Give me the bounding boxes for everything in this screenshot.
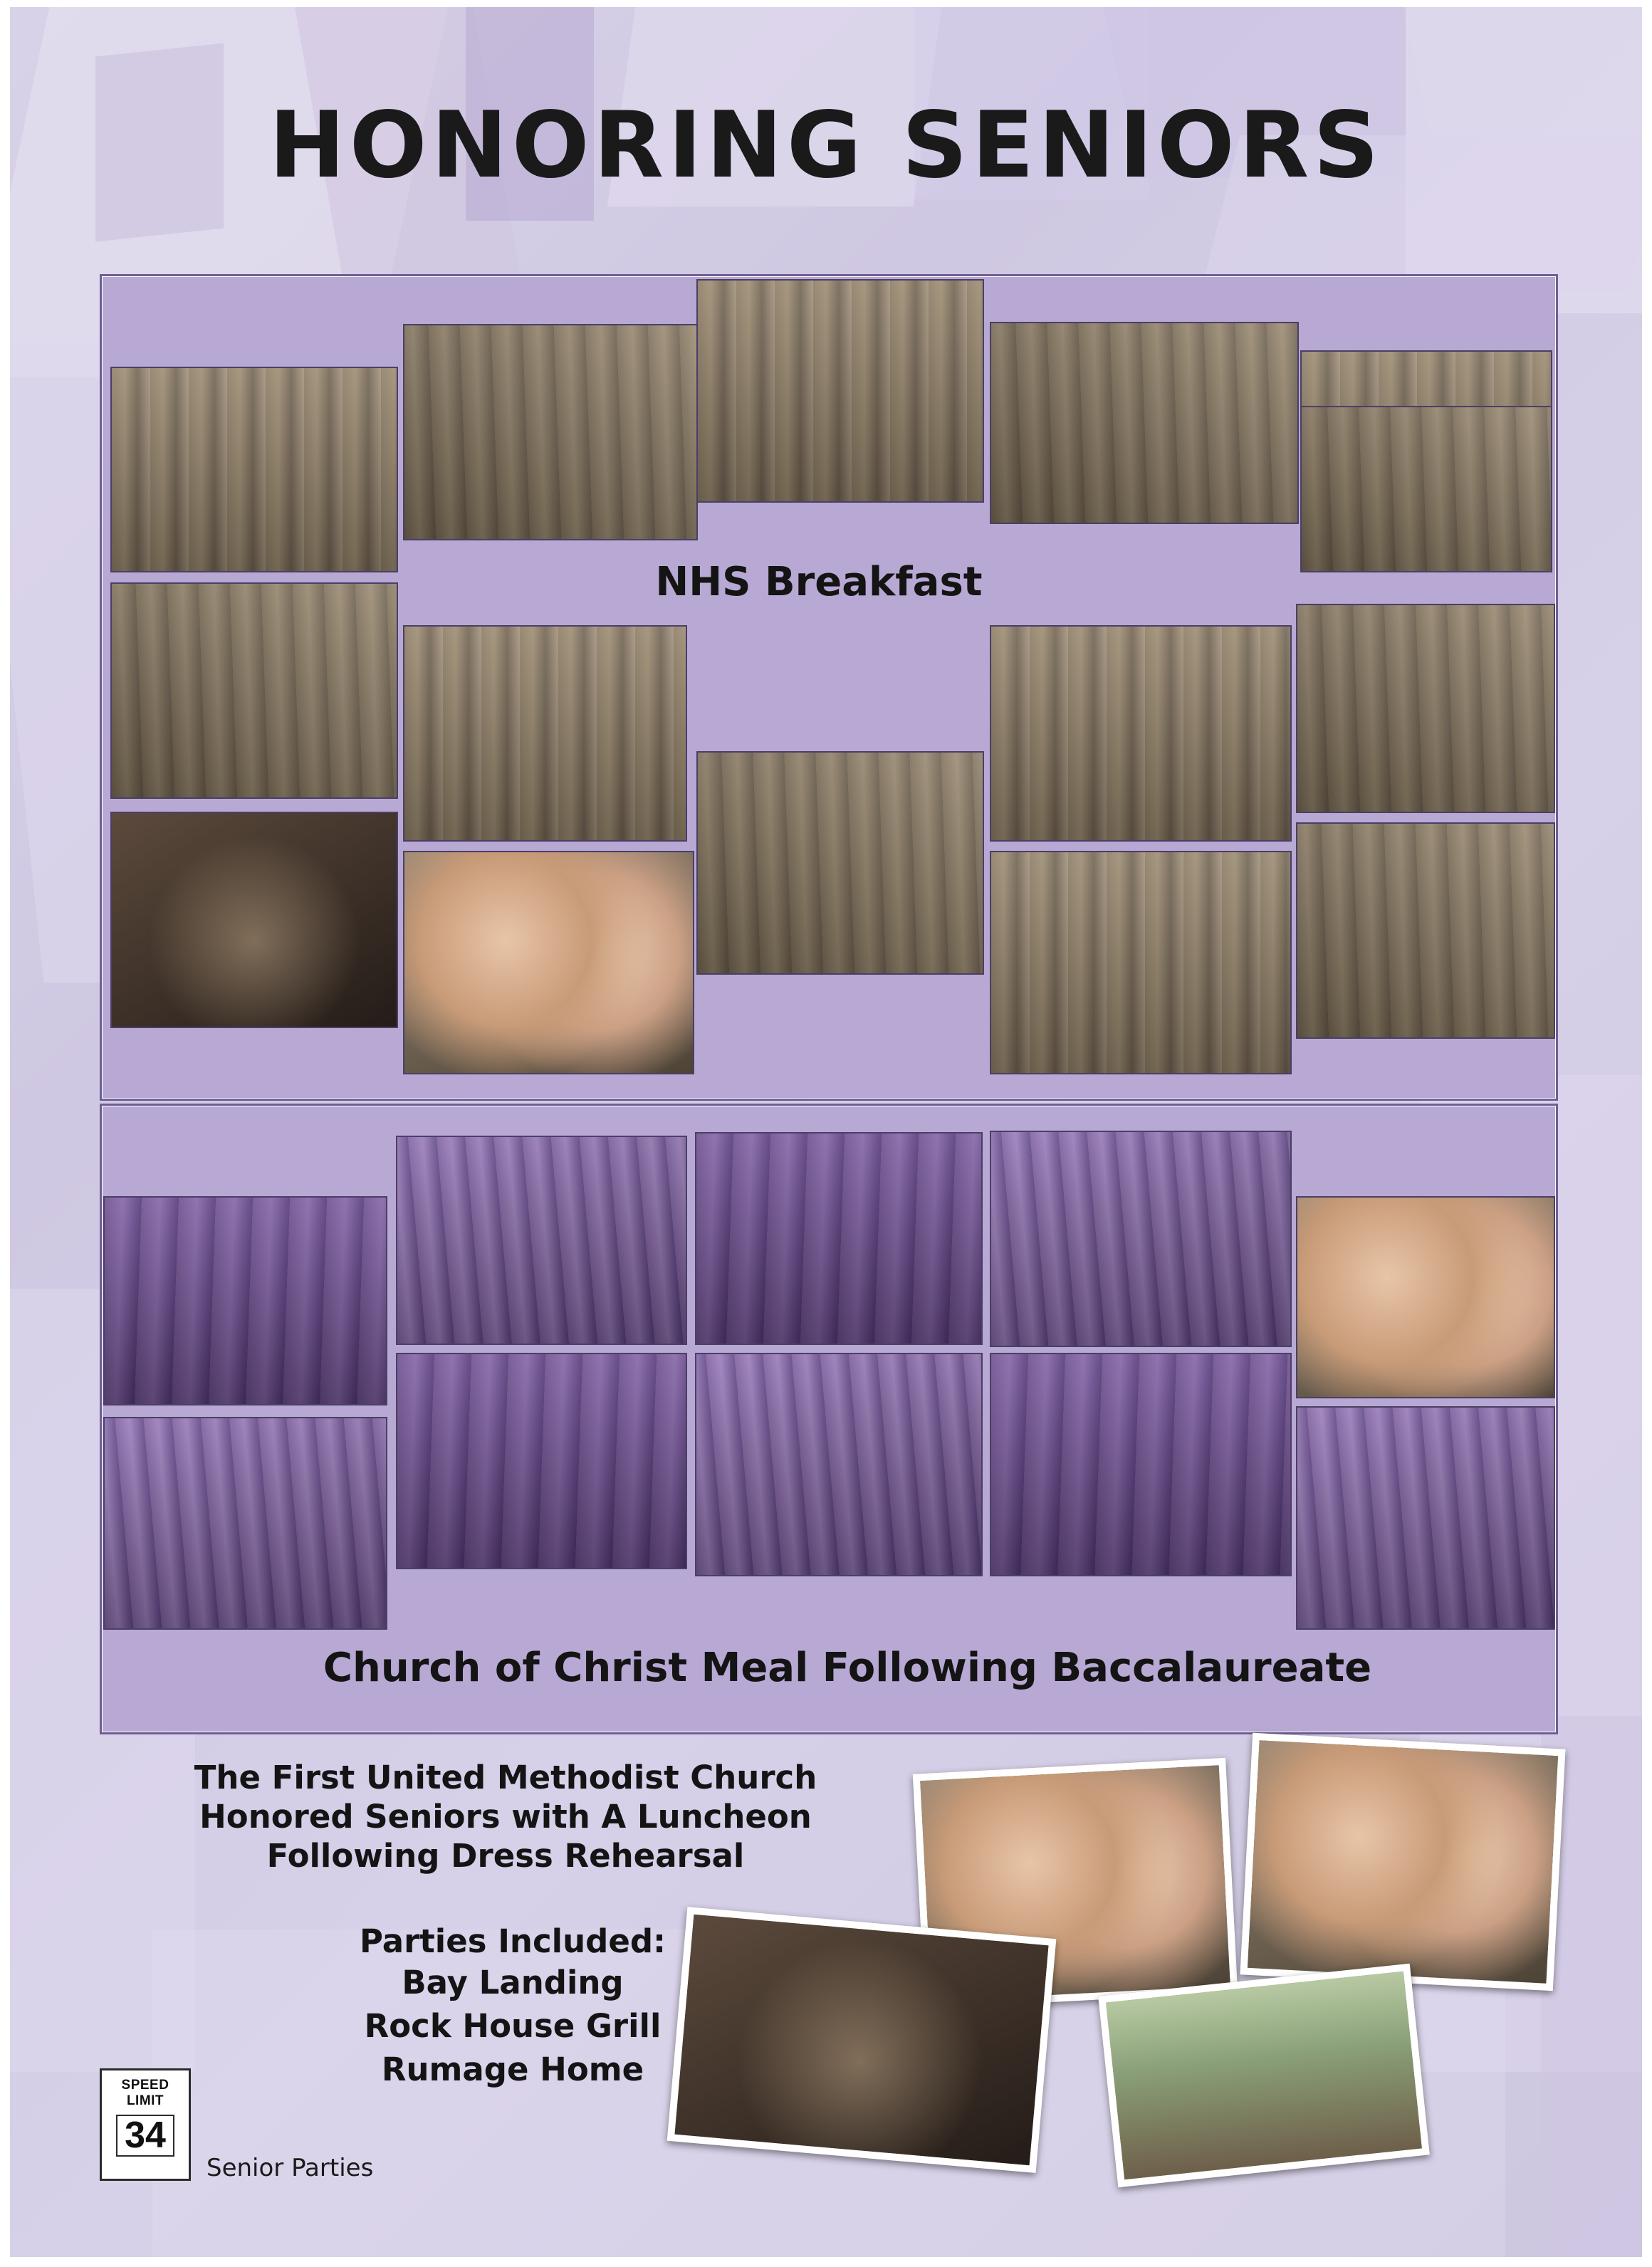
parties-heading: Parties Included: — [359, 1922, 666, 1960]
methodist-luncheon-text: The First United Methodist Church Honored Seniors with A Luncheon Following Dress Rehearsal — [194, 1759, 817, 1875]
photo-nhs-13 — [403, 851, 694, 1074]
photo-nhs-4 — [990, 322, 1299, 524]
photo-coc-8 — [695, 1353, 983, 1576]
photo-bottom-party — [667, 1907, 1057, 2173]
limit-label: LIMIT — [126, 2093, 164, 2108]
photo-coc-4 — [990, 1131, 1292, 1347]
photo-coc-6 — [103, 1417, 387, 1630]
photo-coc-5 — [1296, 1196, 1555, 1398]
photo-bottom-outdoor — [1098, 1964, 1430, 2188]
photo-coc-7 — [396, 1353, 687, 1569]
speed-limit-page-sign — [100, 2068, 191, 2181]
photo-coc-9 — [990, 1353, 1292, 1576]
nhs-breakfast-caption: NHS Breakfast — [655, 559, 983, 605]
photo-nhs-15 — [1296, 822, 1555, 1039]
photo-nhs-12 — [110, 812, 398, 1028]
photo-coc-10 — [1296, 1406, 1555, 1630]
page-title: HONORING SENIORS — [268, 93, 1384, 199]
party-item: Rumage Home — [381, 2050, 644, 2088]
party-item: Rock House Grill — [364, 2006, 662, 2045]
photo-bottom-friends — [1240, 1733, 1565, 1991]
photo-coc-2 — [396, 1136, 687, 1345]
photo-nhs-1 — [110, 367, 398, 572]
church-of-christ-caption: Church of Christ Meal Following Baccalaureate — [323, 1645, 1372, 1691]
photo-coc-1 — [103, 1196, 387, 1405]
photo-nhs-9 — [696, 751, 984, 975]
photo-nhs-8 — [403, 625, 687, 842]
party-item: Bay Landing — [402, 1964, 624, 2001]
photo-nhs-3 — [696, 279, 984, 503]
parties-list — [299, 1962, 726, 2091]
speed-label: SPEED — [121, 2078, 169, 2093]
photo-nhs-7 — [110, 582, 398, 799]
photo-nhs-11 — [1296, 604, 1555, 813]
photo-nhs-6 — [1300, 406, 1552, 572]
photo-nhs-14 — [990, 851, 1292, 1074]
folio-label: Senior Parties — [206, 2154, 374, 2182]
photo-coc-3 — [695, 1132, 983, 1345]
page-number: 34 — [116, 2115, 174, 2157]
photo-nhs-2 — [403, 324, 698, 540]
photo-nhs-10 — [990, 625, 1292, 842]
